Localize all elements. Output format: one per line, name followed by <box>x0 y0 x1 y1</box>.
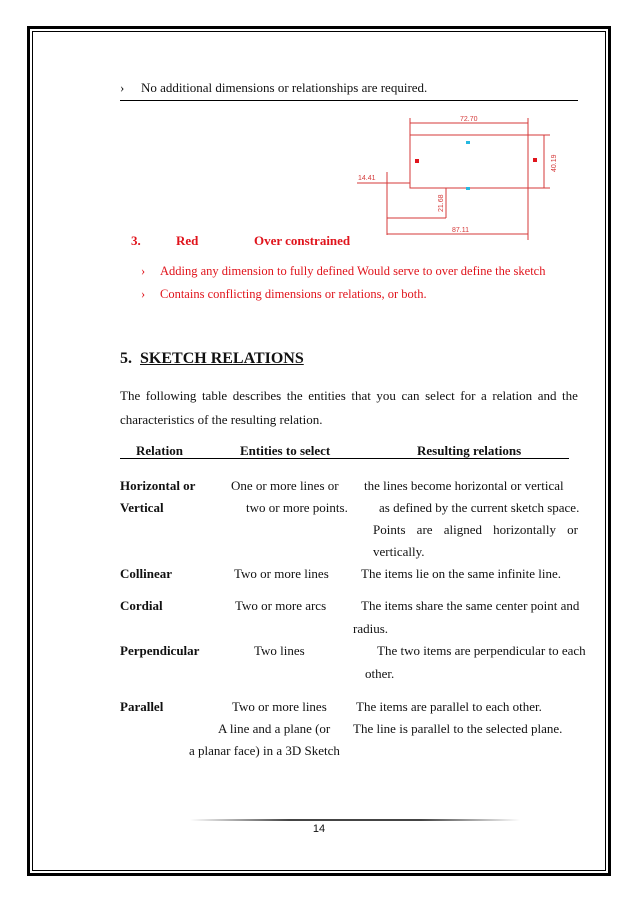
word: are <box>416 522 433 537</box>
intro-line-1 <box>120 388 578 404</box>
relation-name: Cordial <box>120 598 163 613</box>
entities-cell: One or more lines or <box>231 478 339 493</box>
section-heading <box>120 350 304 368</box>
header-relation: Relation <box>136 443 183 458</box>
result-cell: other. <box>365 666 395 681</box>
word: and <box>537 388 557 403</box>
dim-left-label: 14.41 <box>358 175 376 182</box>
intro-line-2: characteristics of the resulting relation. <box>120 412 323 427</box>
result-cell: radius. <box>353 621 389 636</box>
word: describes <box>232 388 282 403</box>
result-cell <box>373 522 578 538</box>
result-cell: The line is parallel to the selected plane. <box>353 721 563 736</box>
footer-rule <box>190 819 520 821</box>
constraint-marker-right <box>533 158 537 162</box>
header-entities: Entities to select <box>240 443 331 458</box>
relation-name: Collinear <box>120 566 172 581</box>
dim-height-label: 40.19 <box>551 154 558 172</box>
entities-cell: two or more points. <box>246 500 348 515</box>
word: can <box>401 388 420 403</box>
bullet-marker: › <box>120 80 125 95</box>
entities-cell: Two or more arcs <box>235 598 327 613</box>
relation-marker-bottom <box>466 187 470 190</box>
word: aligned <box>443 522 482 537</box>
word: entities <box>308 388 346 403</box>
word: the <box>286 388 303 403</box>
page-number: 14 <box>312 823 326 835</box>
dim-vertical-label: 21.68 <box>438 194 445 212</box>
word: Points <box>373 522 406 537</box>
word: The <box>120 388 141 403</box>
word: for <box>460 388 476 403</box>
relation-name: Perpendicular <box>120 643 200 658</box>
result-cell: vertically. <box>373 544 425 559</box>
constraint-marker-left <box>415 159 419 163</box>
word: horizontally <box>493 522 556 537</box>
result-cell: The items are parallel to each other. <box>356 699 542 714</box>
header-underline <box>120 458 569 459</box>
relation-name: Vertical <box>120 500 164 515</box>
word: that <box>351 388 371 403</box>
result-cell: The items lie on the same infinite line. <box>361 566 562 581</box>
dim-total-label: 87.11 <box>452 227 469 234</box>
red-bullet-2: Contains conflicting dimensions or relations, or both. <box>160 287 427 301</box>
entities-cell: A line and a plane (or <box>218 721 331 736</box>
bullet-marker: › <box>141 287 146 301</box>
result-cell: The two items are perpendicular to each <box>377 643 586 658</box>
word: select <box>425 388 455 403</box>
red-section-status: Over constrained <box>254 233 351 248</box>
relation-marker-top <box>466 141 470 144</box>
entities-cell: Two lines <box>254 643 305 658</box>
header-result: Resulting relations <box>417 443 522 458</box>
word: relation <box>492 388 533 403</box>
red-bullet-1: Adding any dimension to fully defined Would serve to over define the sketch <box>160 264 546 278</box>
result-cell: The items share the same center point and <box>361 598 580 613</box>
entities-cell: Two or more lines <box>232 699 327 714</box>
entities-cell: Two or more lines <box>234 566 329 581</box>
relation-name: Horizontal or <box>120 478 196 493</box>
bullet-marker: › <box>141 264 146 278</box>
top-bullet-text: No additional dimensions or relationships are required. <box>141 80 428 95</box>
dim-width-label: 72.70 <box>460 116 478 123</box>
word: table <box>201 388 228 403</box>
red-section-color: Red <box>176 233 199 248</box>
relation-name: Parallel <box>120 699 164 714</box>
result-cell: the lines become horizontal or vertical <box>364 478 564 493</box>
word: the <box>562 388 578 403</box>
entities-cell: a planar face) in a 3D Sketch <box>189 743 340 758</box>
word: a <box>481 388 487 403</box>
red-section-number: 3. <box>131 233 141 248</box>
section-number: 5. <box>120 350 132 367</box>
word: or <box>567 522 578 537</box>
result-cell: as defined by the current sketch space. <box>379 500 580 515</box>
word: following <box>145 388 197 403</box>
section-title: SKETCH RELATIONS <box>140 350 304 367</box>
word: you <box>376 388 396 403</box>
